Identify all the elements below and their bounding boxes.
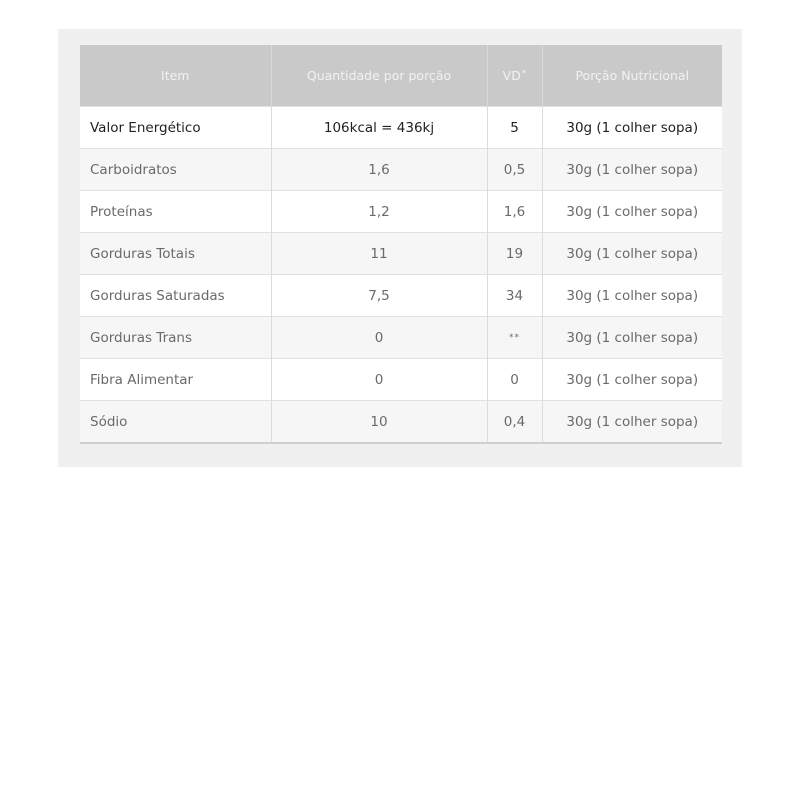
cell-portion: 30g (1 colher sopa) [542,191,722,233]
cell-vd: 5 [487,107,542,149]
table-row [80,359,722,401]
table-row [80,107,722,149]
cell-portion: 30g (1 colher sopa) [542,233,722,275]
cell-vd-stars: ** [509,332,520,343]
header-item: Item [80,45,271,107]
cell-vd: 1,6 [487,191,542,233]
cell-quantity: 1,2 [271,191,487,233]
cell-vd [487,317,542,359]
table-header-row [80,45,722,107]
header-quantity: Quantidade por porção [271,45,487,107]
cell-portion: 30g (1 colher sopa) [542,401,722,444]
table-row [80,317,722,359]
table-row [80,149,722,191]
header-vd [487,45,542,107]
cell-item: Sódio [80,401,271,444]
cell-quantity: 0 [271,359,487,401]
cell-vd: 19 [487,233,542,275]
cell-item: Gorduras Totais [80,233,271,275]
cell-item: Valor Energético [80,107,271,149]
cell-vd: 0,5 [487,149,542,191]
table-row [80,233,722,275]
cell-item: Gorduras Trans [80,317,271,359]
cell-portion: 30g (1 colher sopa) [542,359,722,401]
nutrition-table [80,45,722,444]
header-vd-label: VD [502,68,521,83]
cell-quantity: 1,6 [271,149,487,191]
cell-item: Fibra Alimentar [80,359,271,401]
header-vd-footnote-mark: * [521,69,527,79]
cell-portion: 30g (1 colher sopa) [542,107,722,149]
cell-portion: 30g (1 colher sopa) [542,317,722,359]
cell-quantity: 7,5 [271,275,487,317]
cell-portion: 30g (1 colher sopa) [542,149,722,191]
cell-quantity: 0 [271,317,487,359]
table-row [80,401,722,444]
cell-vd: 0,4 [487,401,542,444]
cell-quantity: 11 [271,233,487,275]
cell-vd: 0 [487,359,542,401]
cell-quantity: 106kcal = 436kj [271,107,487,149]
nutrition-panel [58,29,742,467]
table-row [80,275,722,317]
cell-item: Gorduras Saturadas [80,275,271,317]
header-portion: Porção Nutricional [542,45,722,107]
cell-portion: 30g (1 colher sopa) [542,275,722,317]
cell-quantity: 10 [271,401,487,444]
table-row [80,191,722,233]
cell-vd: 34 [487,275,542,317]
cell-item: Proteínas [80,191,271,233]
cell-item: Carboidratos [80,149,271,191]
